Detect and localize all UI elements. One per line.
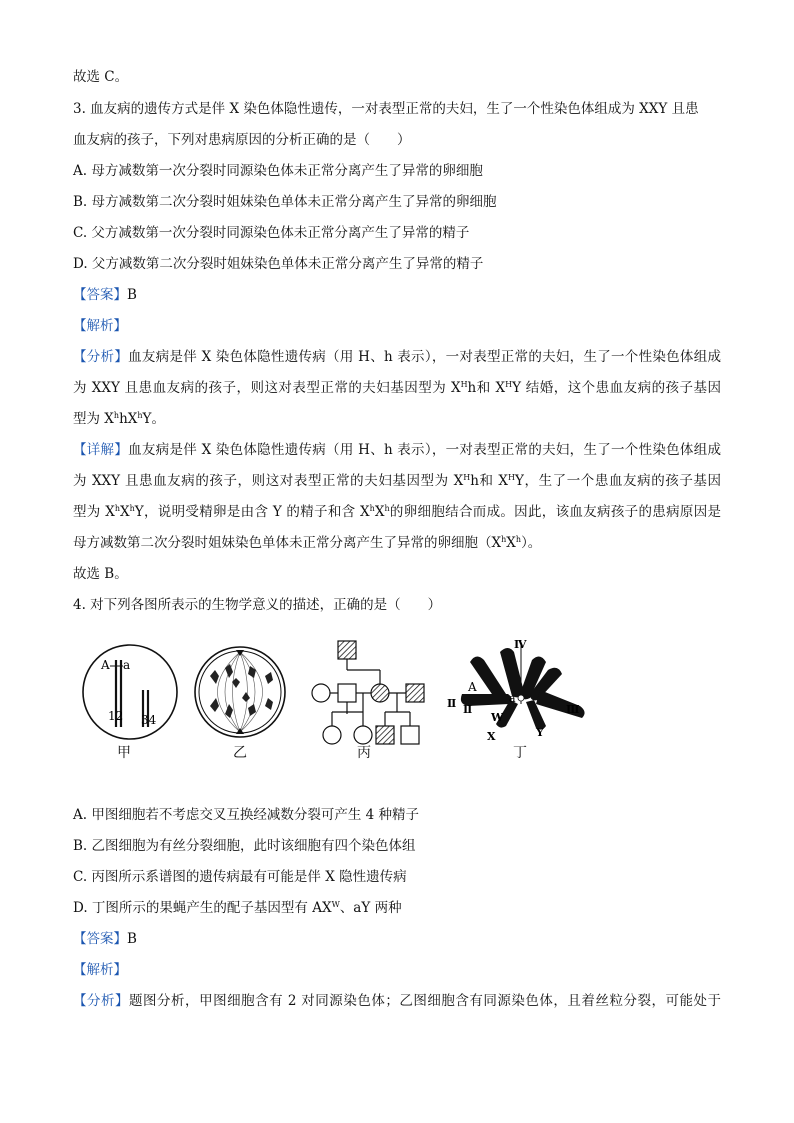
q3-analysis-tag xyxy=(73,316,721,336)
label-II-left: Ⅱ xyxy=(447,697,457,710)
label-a: a xyxy=(123,658,131,672)
q3-answer xyxy=(73,285,721,305)
q4-figure-drawing xyxy=(70,632,610,767)
text-span: 血友病是伴 X 染色体隐性遗传病（用 H、h 表示），一对表型正常的夫妇，生了一个性染色体组成 xyxy=(128,442,721,458)
label-II-inner: Ⅱ xyxy=(463,703,473,716)
label-III: Ⅲ xyxy=(566,703,580,716)
q4-stem: 4. 对下列各图所表示的生物学意义的描述，正确的是（ ） xyxy=(73,597,442,613)
answer-value: B xyxy=(127,931,137,947)
text-span: ）。 xyxy=(521,535,542,551)
label-12: 12 xyxy=(108,709,124,723)
text-span: 题图分析，甲图细胞含有 2 对同源染色体；乙图细胞含有同源染色体，且着丝粒分裂，可能处于 xyxy=(129,993,722,1009)
text-span: 型为 X xyxy=(73,411,114,427)
text-span: Y。 xyxy=(142,411,165,427)
caption-bing: 丙 xyxy=(357,745,371,761)
caption-jia: 甲 xyxy=(117,745,131,761)
label-34: 34 xyxy=(141,713,157,727)
q4-option-c: C. 丙图所示系谱图的遗传病最有可能是伴 X 隐性遗传病 xyxy=(73,869,407,885)
q3-conclusion: 故选 B。 xyxy=(73,566,128,582)
sup: h xyxy=(137,411,143,420)
answer-value: B xyxy=(127,287,137,303)
analysis-tag: 【解析】 xyxy=(73,318,127,334)
fenxi-tag: 【分析】 xyxy=(73,993,130,1009)
text-span: 、aY 两种 xyxy=(339,900,402,916)
cell-yi xyxy=(195,647,285,737)
text-span: Y，生了一个患血友病的孩子基因 xyxy=(515,473,722,489)
text-span: Y 结婚，这个患血友病的孩子基因 xyxy=(512,380,721,396)
answer-tag: 【答案】 xyxy=(73,287,127,303)
q4-option-d xyxy=(73,898,721,918)
q3-xiangjie-line2 xyxy=(73,471,721,491)
karyotype-ding xyxy=(447,638,585,743)
q3-xiangjie-line1 xyxy=(73,440,721,460)
q4-answer xyxy=(73,929,721,949)
q3-fenxi-line3: 型为 $X^hhX^hY$。 xyxy=(73,411,165,427)
q4-fenxi xyxy=(73,991,721,1011)
label-A: A xyxy=(101,658,110,672)
sup: W xyxy=(331,900,340,909)
q3-stem-line2: 血友病的孩子，下列对患病原因的分析正确的是（ ） xyxy=(73,132,411,148)
q4-option-a: A. 甲图细胞若不考虑交叉互换经减数分裂可产生 4 种精子 xyxy=(73,807,420,823)
text-span: 型为 X xyxy=(73,504,115,520)
text-span: 和 X xyxy=(478,473,509,489)
prev-conclusion: 故选 C。 xyxy=(73,69,129,85)
q3-xiangjie-line3: 型为 $X^hX^hY$，说明受精卵是由含 Y 的精子和含 $X^hX^h$的卵细胞结合而成。因此，该血友病孩子的患病原因是 xyxy=(73,504,722,520)
q3-option-b: B. 母方减数第二次分裂时姐妹染色单体未正常分离产生了异常的卵细胞 xyxy=(73,194,497,210)
sup: H xyxy=(460,380,468,389)
label-a2: a xyxy=(509,692,516,705)
analysis-tag: 【解析】 xyxy=(73,962,127,978)
sup: h xyxy=(515,535,522,544)
answer-tag: 【答案】 xyxy=(73,931,127,947)
q3-option-a: A. 母方减数第一次分裂时同源染色体未正常分离产生了异常的卵细胞 xyxy=(73,163,483,179)
label-A2: A xyxy=(468,680,477,694)
q3-option-c: C. 父方减数第一次分裂时同源染色体未正常分离产生了异常的精子 xyxy=(73,225,470,241)
sup: H xyxy=(505,380,513,389)
sup: h xyxy=(114,504,120,513)
xiangjie-tag: 【详解】 xyxy=(73,442,129,458)
q4-figure xyxy=(70,632,610,767)
q3-xiangjie-line4: 母方减数第二次分裂时姐妹染色单体未正常分离产生了异常的卵细胞$(X^hX^h)$。 xyxy=(73,535,542,551)
text-span: Y，说明受精卵是由含 Y 的精子和含 X xyxy=(134,504,370,520)
label-Y: Y xyxy=(536,726,544,739)
text-span: h xyxy=(470,473,479,489)
q4-analysis-tag xyxy=(73,960,721,980)
q3-fenxi-line1 xyxy=(73,347,721,367)
sup: h xyxy=(384,504,390,513)
pedigree-bing xyxy=(312,641,424,744)
text-span: 的卵细胞结合而成。因此，该血友病孩子的患病原因是 xyxy=(389,504,722,520)
sup: H xyxy=(508,473,516,482)
sup: h xyxy=(113,411,120,420)
sup: h xyxy=(129,504,135,513)
q4-option-b: B. 乙图细胞为有丝分裂细胞，此时该细胞有四个染色体组 xyxy=(73,838,416,854)
fenxi-text: 血友病是伴 X 染色体隐性遗传病（用 H、h 表示），一对表型正常的夫妇，生了一个性染色体组成 xyxy=(128,349,721,365)
text-span: 和 X xyxy=(476,380,506,396)
caption-ding: 丁 xyxy=(513,745,527,761)
label-W: W xyxy=(491,711,504,724)
text-span: h xyxy=(119,411,128,427)
q3-stem-line1: 3. 血友病的遗传方式是伴 X 染色体隐性遗传，一对表型正常的夫妇，生了一个性染色体组成为 XXY 且患 xyxy=(73,101,699,117)
q3-option-d: D. 父方减数第二次分裂时姐妹染色单体未正常分离产生了异常的精子 xyxy=(73,256,484,272)
fenxi-tag: 【分析】 xyxy=(73,349,129,365)
text-span: 为 XXY 且患血友病的孩子，则这对表型正常的夫妇基因型为 X xyxy=(73,473,464,489)
caption-yi: 乙 xyxy=(233,745,247,761)
cell-jia xyxy=(83,645,177,739)
text-span: h xyxy=(467,380,477,396)
q3-fenxi-line2 xyxy=(73,378,721,398)
text-span: 母方减数第二次分裂时姐妹染色单体未正常分离产生了异常的卵细胞（X xyxy=(73,535,502,551)
text-span: 为 XXY 且患血友病的孩子，则这对表型正常的夫妇基因型为 X xyxy=(73,380,461,396)
label-X: X xyxy=(487,730,496,743)
sup: H xyxy=(463,473,471,482)
label-IV: Ⅳ xyxy=(514,638,527,651)
text-span: D. 丁图所示的果蝇产生的配子基因型有 AX xyxy=(73,900,332,916)
sup: h xyxy=(369,504,375,513)
sup: h xyxy=(501,535,507,544)
